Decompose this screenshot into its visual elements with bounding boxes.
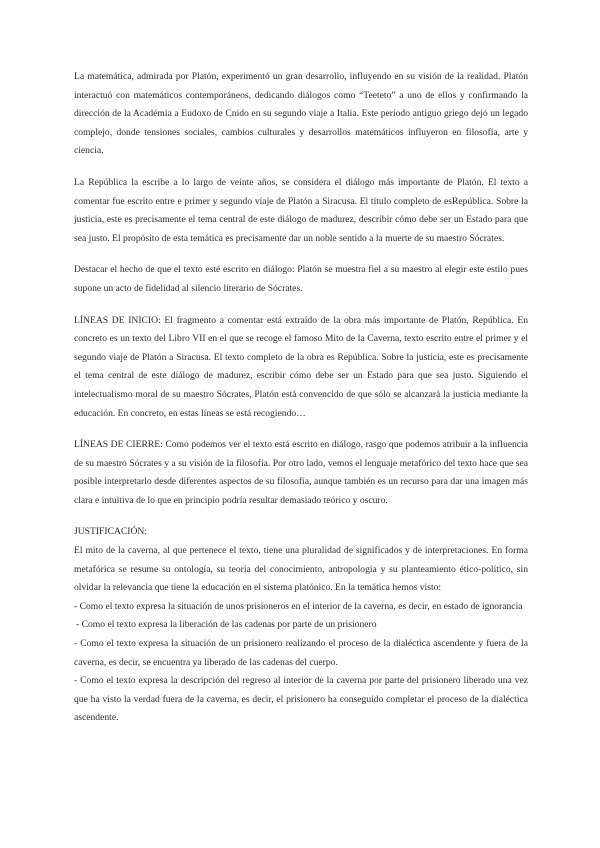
list-item: - Como el texto expresa la situación de un prisionero realizando el proceso de la dialéctica ascendente y fuera de la caverna, es decir, se encuentra ya liberado de las cadenas del cuerpo. — [74, 638, 528, 668]
justification-section — [74, 523, 528, 728]
paragraph-lineas-de-cierre: LÍNEAS DE CIERRE: Como podemos ver el texto está escrito en diálogo, rasgo que podemos atribuir a la influencia de su maestro Sócrates y a su visión de la filosofía. Por otro lado, vemos el lenguaje metafórico del texto hace que sea posible interpretarlo desde diferentes aspectos de su filosofía, aunque también es un recurso para dar una imagen más clara e intuitiva de lo que en principio podría resultar demasiado teórico y oscuro. — [74, 439, 528, 506]
list-item: - Como el texto expresa la situación de unos prisioneros en el interior de la caverna, es decir, en estado de ignorancia — [74, 600, 523, 612]
paragraph-lineas-de-inicio: LÍNEAS DE INICIO: El fragmento a comentar está extraído de la obra más importante de Platón, República. En concreto es un texto del Libro VII en el que se recoge el famoso Mito de la Caverna, texto escrito entre el primer y el segundo viaje de Platón a Siracusa. El texto completo de la obra es República. Sobre la justicia, este es precisamente el tema central de este diálogo de madurez, escribir cómo debe ser un Estado para que sea justo. Siguiendo el intelectualismo moral de su maestro Sócrates, Platón está convencido de que sólo se alcanzará la justicia mediante la educación. En concreto, en estas líneas se está recogiendo… — [74, 314, 528, 419]
paragraph-mathematics: La matemática, admirada por Platón, experimentó un gran desarrollo, influyendo en su visión de la realidad. Platón interactuó con matemáticos contemporáneos, dedicando diálogos como “Teeteto” a uno de ellos y confirmando la dirección de la Académia a Eudoxo de Cnido en su segundo viaje a Italia. Este período antiguo griego dejó un legado complejo, donde tensiones sociales, cambios culturales y desarrollos matemáticos influyeron en filosofía, arte y ciencia. — [74, 71, 528, 157]
list-item: - Como el texto expresa la liberación de las cadenas por parte de un prisionero — [76, 619, 377, 631]
paragraph-dialogo: Destacar el hecho de que el texto esté escrito en diálogo: Platón se muestra fiel a su maestro al elegir este estilo pues supone un acto de fidelidad al silencio literario de Sócrates. — [74, 264, 528, 294]
document-page — [74, 68, 528, 728]
justification-title: JUSTIFICACIÓN: — [74, 526, 148, 538]
justification-intro: El mito de la caverna, al que pertenece el texto, tiene una pluralidad de significados y de interpretaciones. En forma metafórica se resume su ontología, su teoría del conocimiento, antropología y su planteamiento ético-político, sin olvidar la relevancia que tiene la educación en el sistema platónico. En la temática hemos visto: — [74, 545, 528, 594]
list-item: - Como el texto expresa la descripción del regreso al interior de la caverna por parte del prisionero liberado una vez que ha visto la verdad fuera de la caverna, es decir, el prisionero ha conseguido completar el proceso de la dialéctica ascendente. — [74, 675, 528, 724]
paragraph-republica: La República la escribe a lo largo de veinte años, se considera el diálogo más importante de Platón. El texto a comentar fue escrito entre e primer y segundo viaje de Platón a Siracusa. El título completo de esRepública. Sobre la justicia, este es precisamente el tema central de este diálogo de madurez, describir cómo debe ser un Estado para que sea justo. El propósito de esta temática es precisamente dar un noble sentido a la muerte de su maestro Sócrates. — [74, 176, 528, 244]
